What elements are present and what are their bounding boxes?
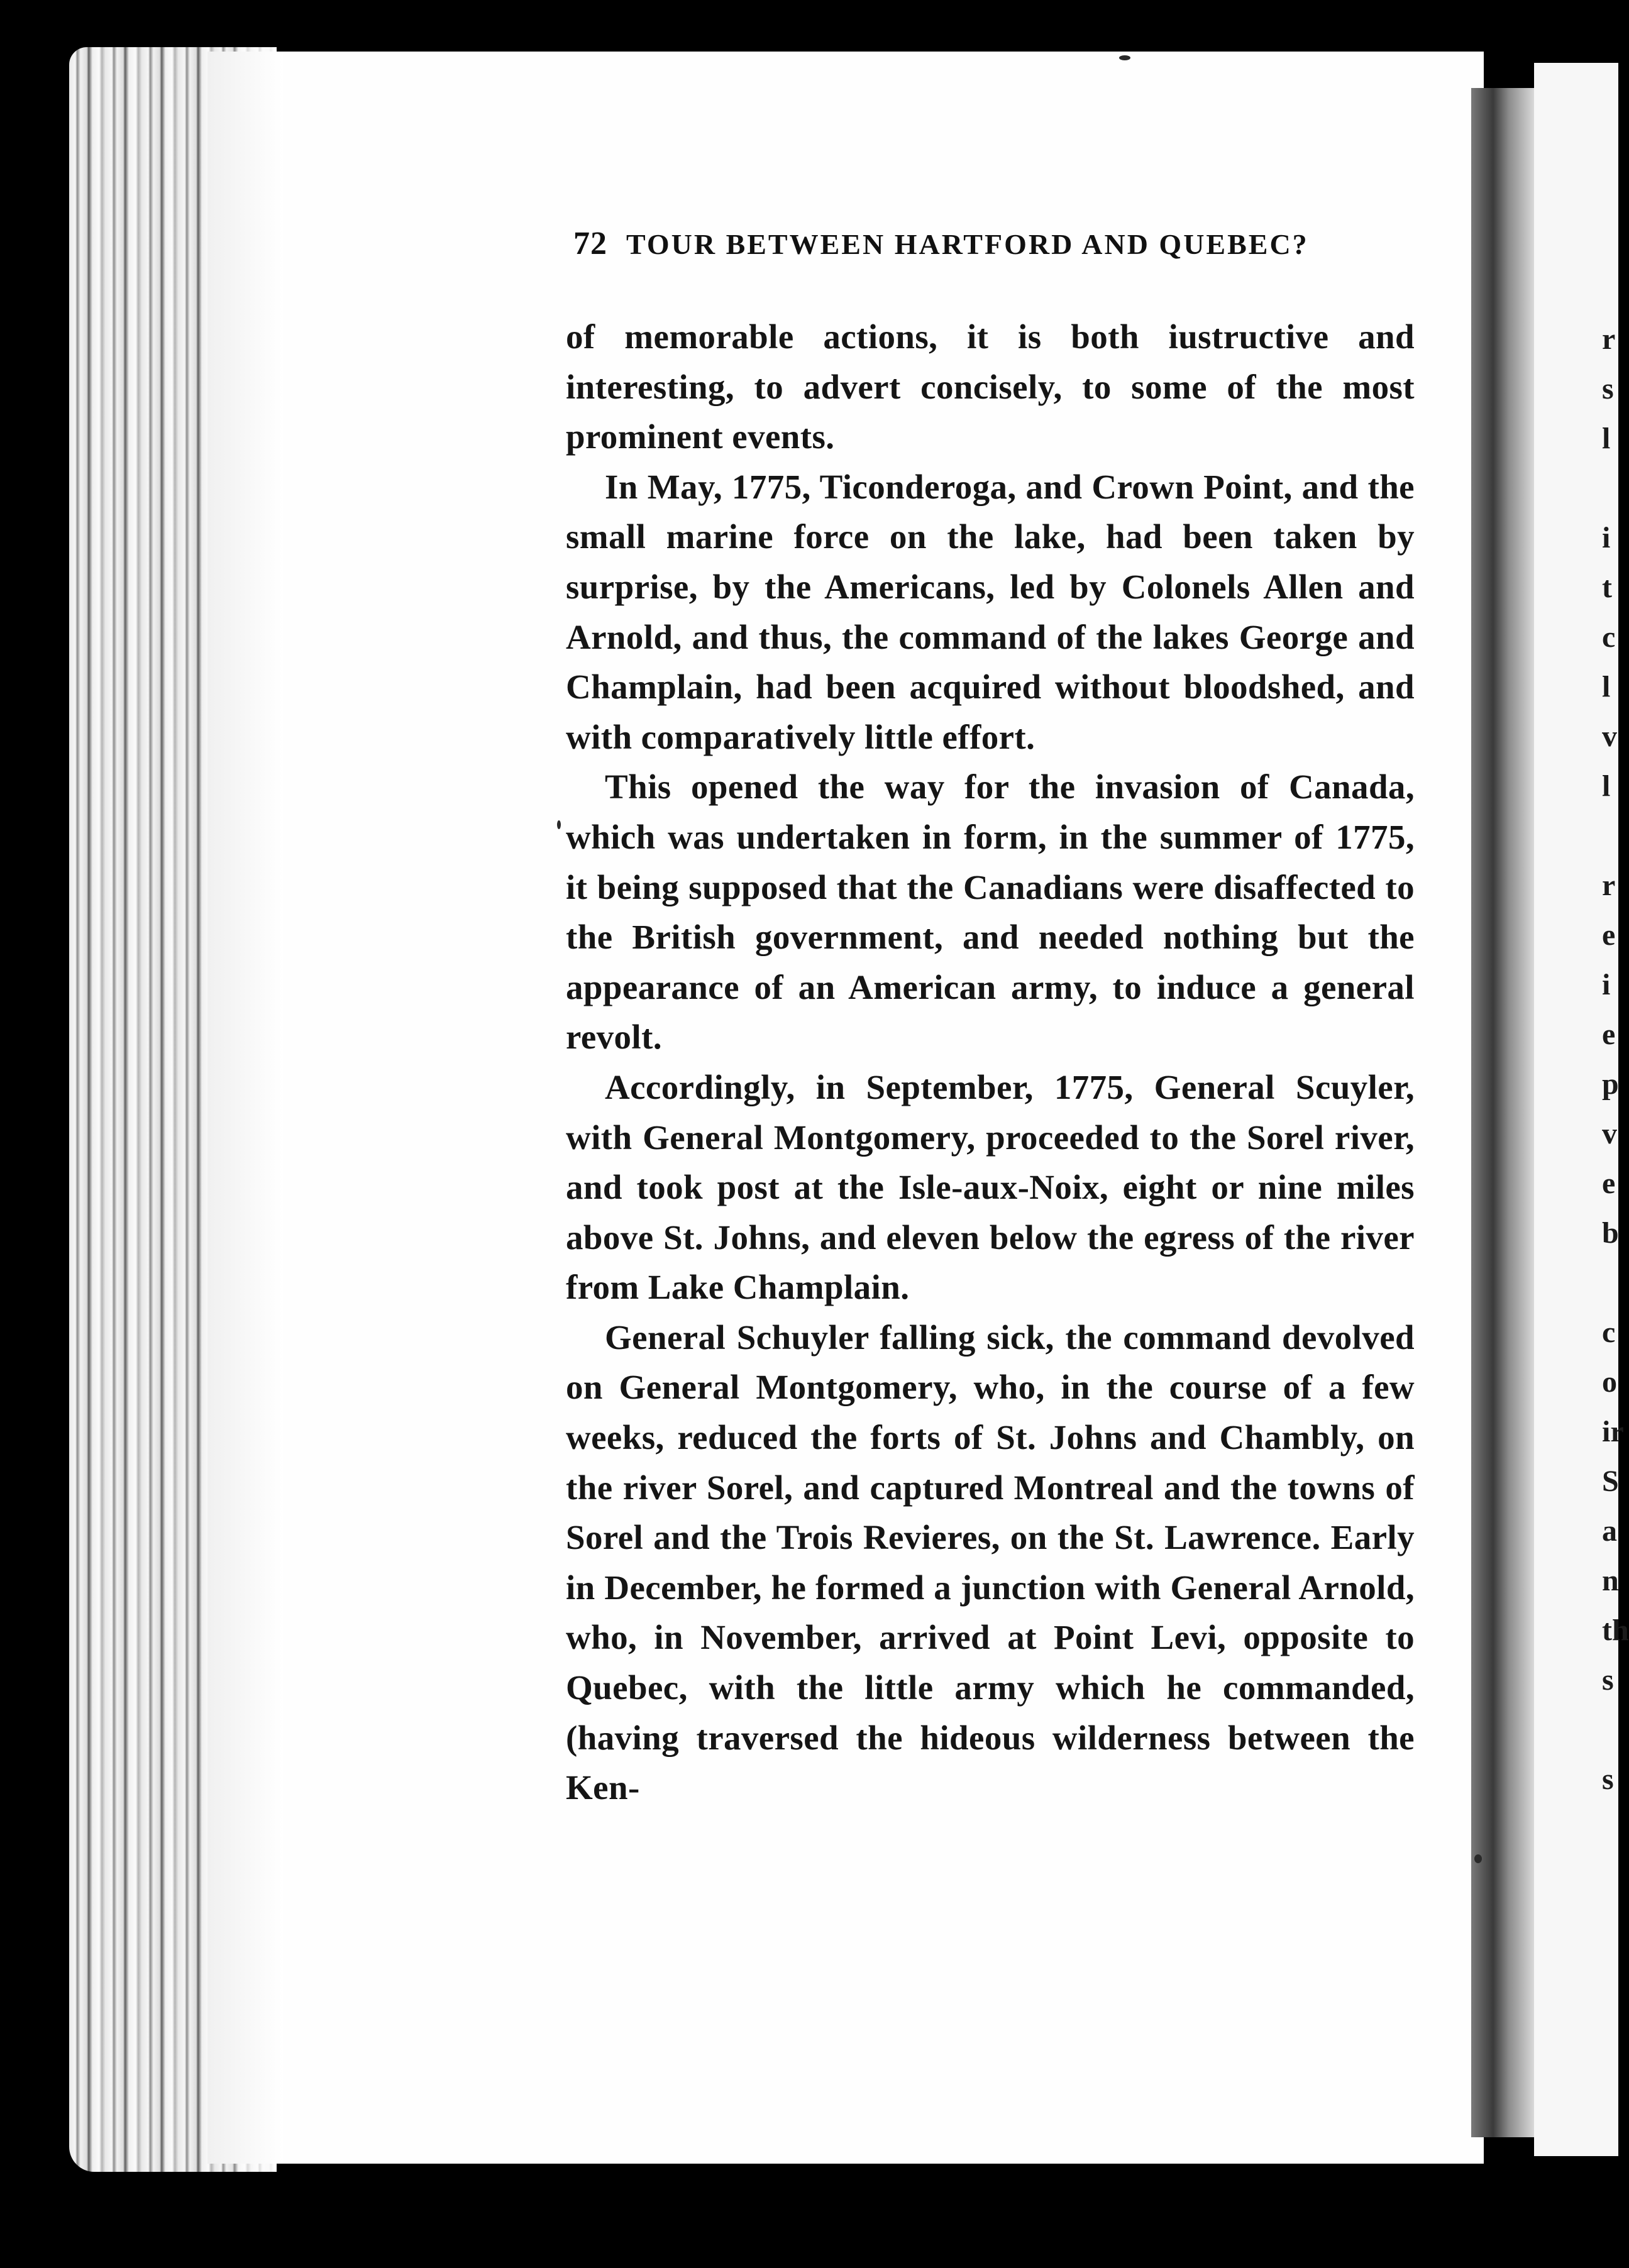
paragraph-2: In May, 1775, Ticonderoga, and Crown Point, and the small marine force on the lake, had been taken by surprise, by the Americans, led by Colonels Allen and Arnold, and thus, the command of the lakes George and Champlain, had been acquired without bloodshed, and with comparatively little effort.	[566, 467, 1415, 756]
paragraph-4: Accordingly, in September, 1775, General Scuyler, with General Montgomery, proceeded to the Sorel river, and took post at the Isle-aux-Noix, eight or nine miles above St. Johns, and eleven below the egress of the river from Lake Champlain.	[566, 1067, 1415, 1307]
page-number: 72	[573, 226, 607, 261]
paragraph-3: This opened the way for the invasion of Canada, which was undertaken in form, in the summer of 1775, it being supposed that the Canadians were disaffected to the British government, and needed nothing but the appearance of an American army, to induce a general revolt.	[566, 768, 1415, 1057]
adjacent-page-fragment: r s l i t c l v l r e i e p v e b c o ir S a n th s s	[1602, 322, 1629, 1796]
running-head-title: TOUR BETWEEN HARTFORD AND QUEBEC?	[626, 228, 1309, 260]
ink-speck	[1119, 55, 1130, 60]
paragraph-5: General Schuyler falling sick, the command devolved on General Montgomery, who, in the course of a few weeks, reduced the forts of St. Johns and Chambly, on the river Sorel, and captured Montreal and the towns of Sorel and the Trois Revieres, on the St. Lawrence. Early in December, he formed a junction with General Arnold, who, in November, arrived at Point Levi, opposite to Quebec, with the little army which he commanded, (having traversed the hideous wilderness between the Ken-	[566, 1318, 1415, 1807]
ink-speck	[1474, 1854, 1482, 1863]
body-text	[566, 312, 1415, 1813]
running-header	[573, 225, 1359, 262]
book-gutter	[1471, 88, 1534, 2137]
ink-speck	[557, 820, 561, 829]
paragraph-1: of memorable actions, it is both iustructive and interesting, to advert concisely, to some of the most prominent events.	[566, 317, 1415, 456]
